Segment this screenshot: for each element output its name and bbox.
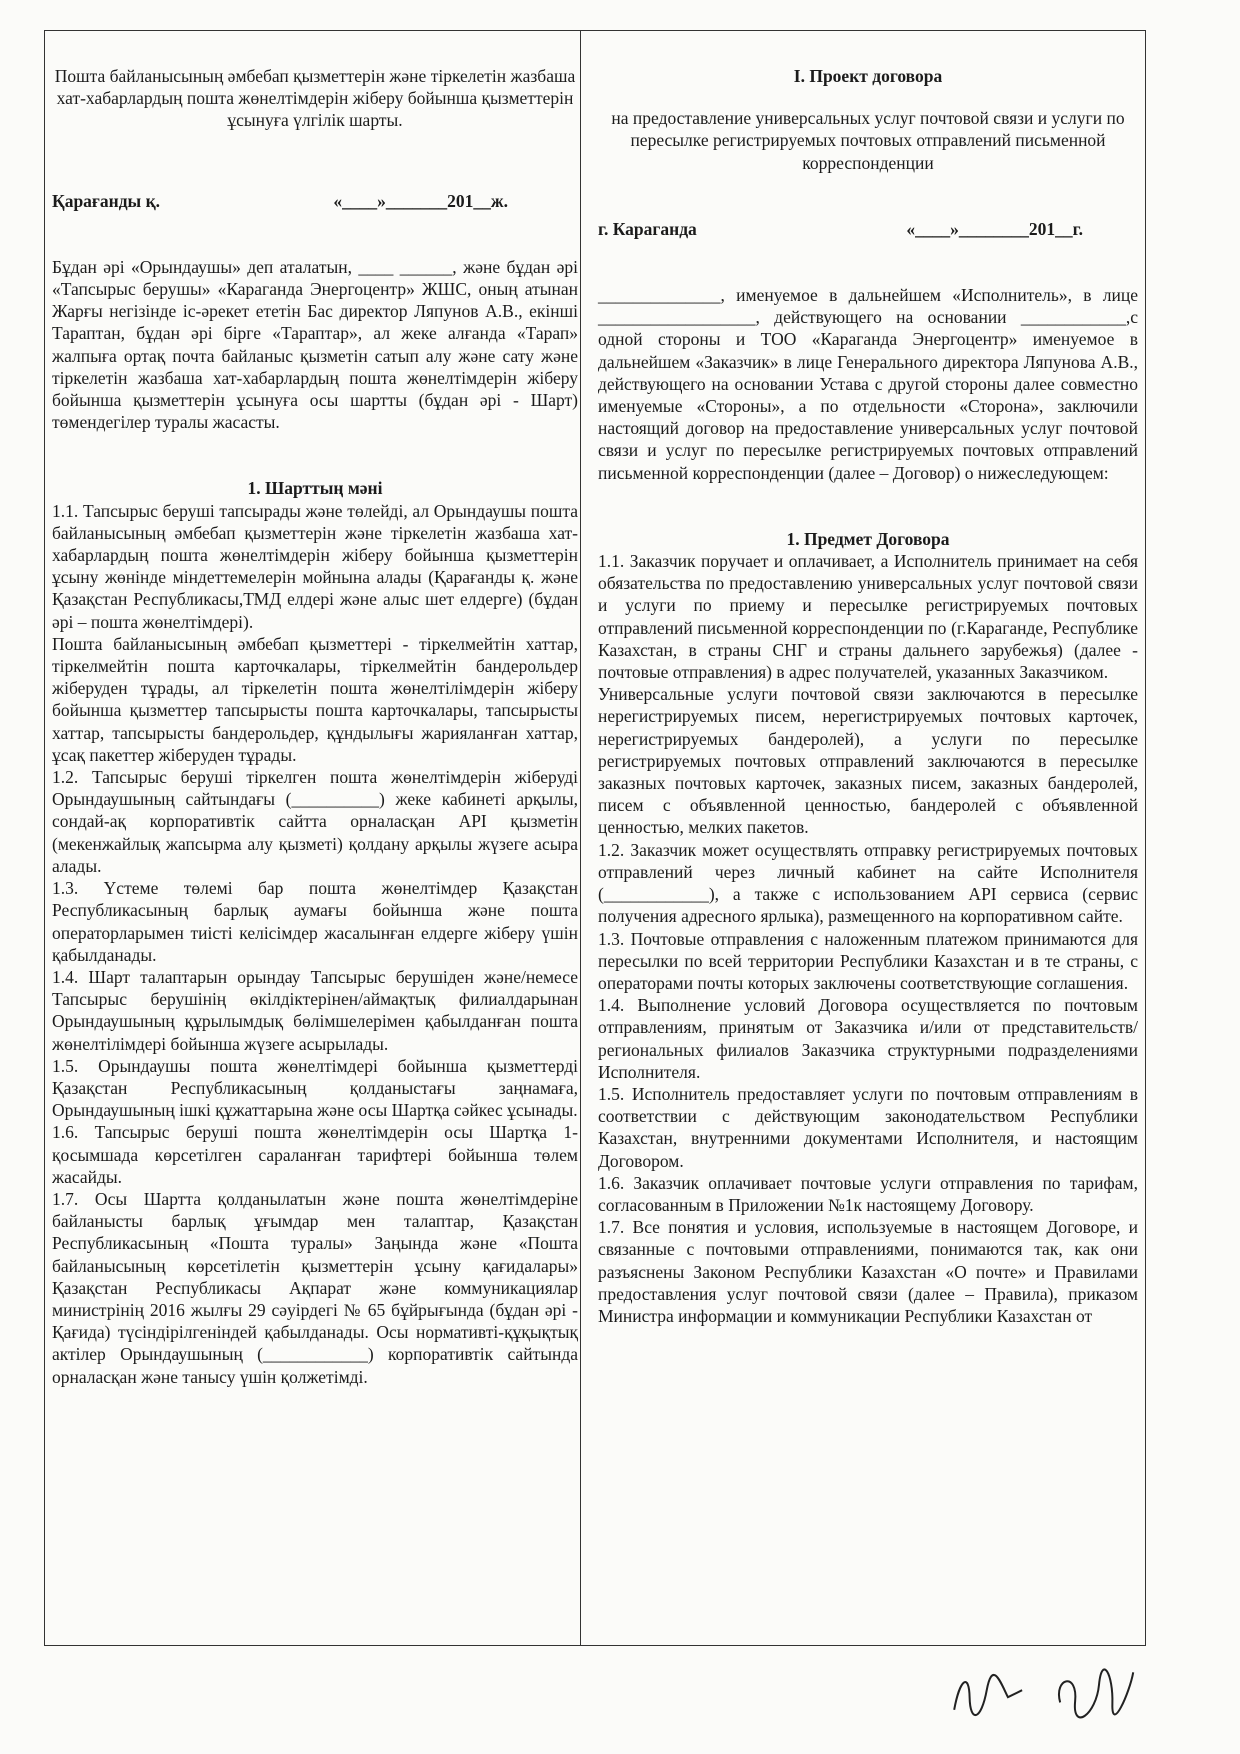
- left-p1-1: 1.1. Тапсырыс беруші тапсырады және төлейді, ал Орындаушы пошта байланысының әмбебап қызметтерін және тіркелетін жазбаша хат-хабарлардың пошта жөнелтімдерін жіберу бойынша қызметтерін ұсыну жөнінде міндеттемелерін мойнына алады (Қарағанды қ. және Қазақстан Республикасы,ТМД елдері және алыс шет елдерге) (бұдан әрі – пошта жөнелтімдері).: [52, 500, 578, 632]
- left-intro: Бұдан әрі «Орындаушы» деп аталатын, ____ ______, және бұдан әрі «Тапсырыс берушы» «Караганда Энергоцентр» ЖШС, оның атынан Жарғы негізінде іс-әрекет ететін Бас директор Ляпунов А.В., екінші Тараптан, бұдан әрі бірге «Тараптар», ал жеке алғанда «Тарап» жалпыға ортақ почта байланыс қызметін сатып алу және сату және тіркелетін жазбаша хат-хабарлардың пошта жөнелтімдерін жіберу бойынша қызметтерін ұсынуға осы шартты (бұдан әрі - Шарт) төмендегілер туралы жасасты.: [52, 256, 578, 433]
- left-p1-6: 1.6. Тапсырыс беруші пошта жөнелтімдерін осы Шартқа 1-қосымшада көрсетілген сараланған тарифтері бойынша төлем жасайды.: [52, 1122, 578, 1187]
- frame-bottom-right: [580, 1645, 1145, 1646]
- kazakh-column: [52, 65, 578, 1388]
- left-p1-4: 1.4. Шарт талаптарын орындау Тапсырыс берушіден және/немесе Тапсырыс берушінің өкілдіктерінен/аймақтық филиалдарынан Орындаушының құрылымдық бөлімшелерімен қабылданған пошта жөнелтілімдері бойынша жүзеге асырылады.: [52, 966, 578, 1054]
- left-p1-1b: Пошта байланысының әмбебап қызметтері - тіркелмейтін хаттар, тіркелмейтін пошта карточкалары, тіркелмейтін бандерольдер жіберуден тұрады, ал тіркелетін пошта жөнелтілімдерін жіберу бойынша қызметтер тапсырысты пошта карточкалары, тапсырысты хаттар, тапсырысты бандерольдер, құндылығы жарияланған хаттар, ұсақ пакеттер жіберуден тұрады.: [52, 633, 578, 765]
- right-p1-4: 1.4. Выполнение условий Договора осуществляется по почтовым отправлениям, принятым от Заказчика и/или от представительств/региональных филиалов Заказчика структурными подразделениями Исполнителя.: [598, 995, 1138, 1082]
- left-p1-2: 1.2. Тапсырыс беруші тіркелген пошта жөнелтімдерін жіберуді Орындаушының сайтындағы (__________) жеке кабинеті арқылы, сондай-ақ корпоративтік сайтта орналасқан API қызметін (мекенжайлық жапсырма алу қызметі) қолдану арқылы жүзеге асыра алады.: [52, 767, 578, 876]
- right-city: г. Караганда: [598, 218, 697, 239]
- right-intro: ______________, именуемое в дальнейшем «Исполнитель», в лице __________________, действующего на основании ____________,с одной стороны и ТОО «Караганда Энергоцентр» именуемое в дальнейшем «Заказчик» в лице Генерального директора Ляпунова А.В., действующего на основании Устава с другой стороны далее совместно именуемые «Стороны», а по отдельности «Сторона», заключили настоящий договор на предоставление универсальных услуг почтовой связи и услуг по пересылке регистрируемых почтовых отправлений письменной корреспонденции (далее – Договор) о нижеследующем:: [598, 285, 1138, 483]
- right-p1-7: 1.7. Все понятия и условия, используемые в настоящем Договоре, и связанные с почтовыми отправлениями, понимаются так, как они разъяснены Законом Республики Казахстан «О почте» и Правилами предоставления услуг почтовой связи (далее – Правила), приказом Министра информации и коммуникации Республики Казахстан от: [598, 1217, 1138, 1326]
- left-p1-3: 1.3. Үстеме төлемі бар пошта жөнелтімдер Қазақстан Республикасының барлық аумағы бойынша және пошта операторларымен тиісті келісімдер жасалынған елдерге жіберу үшін қабылданады.: [52, 878, 578, 965]
- right-p1-2: 1.2. Заказчик может осуществлять отправку регистрируемых почтовых отправлений через личный кабинет на сайте Исполнителя (____________), а также с использованием API сервиса (сервис получения адресного ярлыка), размещенного на корпоративном сайте.: [598, 839, 1138, 927]
- left-city: Қарағанды қ.: [52, 190, 161, 211]
- right-heading: I. Проект договора: [793, 66, 943, 86]
- right-p1-5: 1.5. Исполнитель предоставляет услуги по почтовым отправлениям в соответствии с действующим законодательством Республики Казахстан, внутренними документами Исполнителя, и настоящим Договором.: [598, 1083, 1138, 1171]
- signature-1: [944, 1660, 1033, 1738]
- right-p1-1: 1.1. Заказчик поручает и оплачивает, а Исполнитель принимает на себя обязательства по предоставлению универсальных услуг почтовой связи и услуги по приему и пересылке регистрируемых почтовых отправлений письменной корреспонденции по (г.Караганде, Республике Казахстан, в страны СНГ и страны дальнего зарубежья) (далее - почтовые отправления) в адрес получателей, указанных Заказчиком.: [598, 551, 1138, 683]
- right-p1-3: 1.3. Почтовые отправления с наложенным платежом принимаются для пересылки по всей территории Республики Казахстан и в те страны, с операторами почты которых заключены соответствующие соглашения.: [598, 928, 1138, 993]
- russian-column: [598, 65, 1138, 1327]
- right-section-title: 1. Предмет Договора: [786, 528, 950, 549]
- right-p1-6: 1.6. Заказчик оплачивает почтовые услуги отправления по тарифам, согласованным в Приложении №1к настоящему Договору.: [598, 1172, 1138, 1215]
- left-city-date-row: [52, 190, 578, 212]
- right-p1-1b: Универсальные услуги почтовой связи заключаются в пересылке нерегистрируемых писем, нерегистрируемых почтовых карточек, нерегистрируемых бандеролей), а услуги по пересылке регистрируемых почтовых отправлений заключаются в пересылке заказных почтовых карточек, заказных писем, заказных бандеролей, писем с объявленной ценностью, бандеролей с объявленной ценностью, мелких пакетов.: [598, 684, 1138, 838]
- right-title: на предоставление универсальных услуг почтовой связи и услуги по пересылке регистрируемых почтовых отправлений письменной корреспонденции: [611, 108, 1125, 173]
- left-section-title: 1. Шарттың мәні: [247, 478, 383, 499]
- left-p1-5: 1.5. Орындаушы пошта жөнелтімдері бойынша қызметтерді Қазақстан Республикасының қолданыстағы заңнамаға, Орындаушының ішкі құжаттарына және осы Шартқа сәйкес ұсынады.: [52, 1055, 578, 1121]
- frame-bottom-left: [44, 1645, 580, 1646]
- column-divider: [580, 30, 581, 1645]
- right-date: «____»________201__г.: [906, 218, 1083, 239]
- left-date: «____»_______201__ж.: [333, 190, 508, 211]
- right-city-date-row: [598, 218, 1138, 240]
- left-p1-7: 1.7. Осы Шартта қолданылатын және пошта жөнелтімдеріне байланысты барлық ұғымдар мен талаптар, Қазақстан Республикасының «Пошта туралы» Заңында және «Пошта байланысының көрсетілетін қызметтерін ұсыну қағидалары» Қазақстан Республикасы Ақпарат және коммуникациялар министрінің 2016 жылғы 29 сәуірдегі № 65 бұйрығында (бұдан әрі - Қағида) түсіндірілгеніндей қабылданады. Осы нормативті-құқықтық актілер Орындаушының (____________) корпоративтік сайтында орналасқан және танысу үшін қолжетімді.: [52, 1188, 578, 1387]
- signature-2: [1048, 1662, 1143, 1736]
- left-title: Пошта байланысының әмбебап қызметтерін және тіркелетін жазбаша хат-хабарлардың пошта жөнелтімдерін жіберу бойынша қызметтерін ұсынуға үлгілік шарты.: [54, 66, 576, 131]
